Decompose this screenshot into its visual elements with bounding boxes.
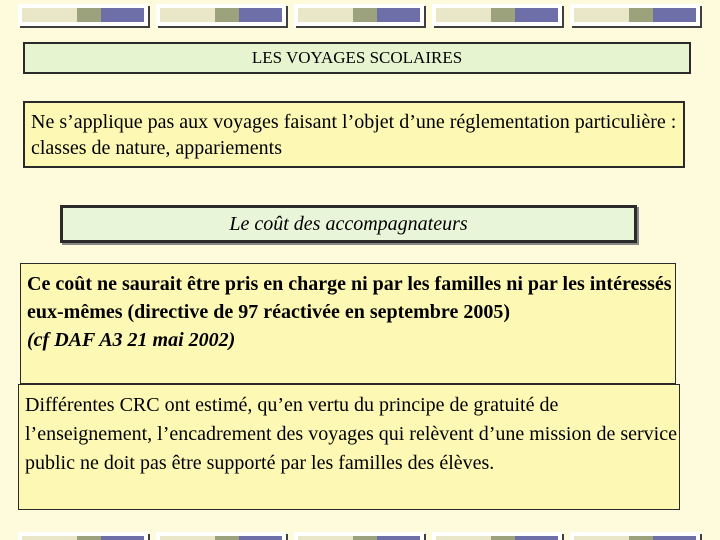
decorative-stripe-group <box>570 528 700 540</box>
funding-rule-text: Ce coût ne saurait être pris en charge ni par les familles ni par les intéressés eux-mêmes (directive de 97 réactivée en septembre 2005) <box>27 273 672 323</box>
decorative-stripe-group <box>294 528 424 540</box>
decorative-stripe-group <box>432 528 562 540</box>
funding-rule-block <box>20 263 676 384</box>
decorative-stripe-group <box>18 528 148 540</box>
slide-title: LES VOYAGES SCOLAIRES <box>23 42 691 74</box>
decorative-stripe-group <box>156 528 286 540</box>
decorative-stripe-group <box>570 0 700 28</box>
crc-opinion: Différentes CRC ont estimé, qu’en vertu du principe de gratuité de l’enseignement, l’encadrement des voyages qui relèvent d’une mission de service public ne doit pas être supporté par les familles des élèves. <box>18 384 680 510</box>
decorative-stripe-group <box>294 0 424 28</box>
scope-note: Ne s’applique pas aux voyages faisant l’objet d’une réglementation particulière : classes de nature, appariements <box>23 101 685 168</box>
section-heading: Le coût des accompagnateurs <box>60 205 637 243</box>
decorative-stripe-group <box>18 0 148 28</box>
decorative-stripe-group <box>156 0 286 28</box>
decorative-stripe-group <box>432 0 562 28</box>
top-decorative-bar <box>0 0 720 28</box>
funding-reference: (cf DAF A3 21 mai 2002) <box>27 329 236 351</box>
bottom-decorative-bar <box>0 528 720 540</box>
